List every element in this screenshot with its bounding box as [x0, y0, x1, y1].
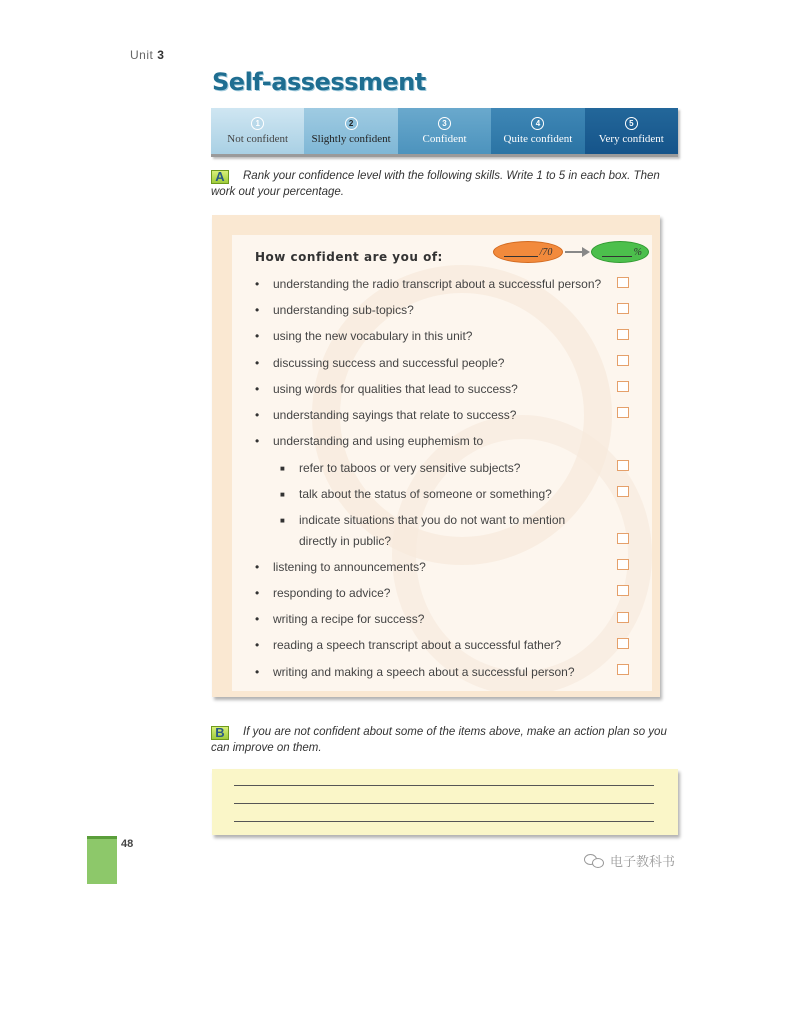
sub-list-item-continuation: directly in public?: [299, 534, 392, 548]
score-blank[interactable]: [504, 247, 538, 257]
rank-checkbox[interactable]: [617, 277, 629, 288]
item-text: writing and making a speech about a successful person?: [273, 665, 575, 679]
rank-checkbox[interactable]: [617, 460, 629, 471]
item-text: understanding sub-topics?: [273, 303, 414, 317]
rank-checkbox[interactable]: [617, 407, 629, 418]
scale-level-5: [585, 108, 678, 154]
list-item: • using the new vocabulary in this unit?: [255, 329, 473, 343]
list-item: • writing a recipe for success?: [255, 612, 425, 626]
rank-checkbox[interactable]: [617, 303, 629, 314]
answer-line[interactable]: [234, 785, 654, 786]
answer-line[interactable]: [234, 821, 654, 822]
scale-label: Confident: [422, 133, 467, 145]
scale-level-1: [211, 108, 304, 154]
page-title: Self-assessment: [212, 68, 426, 96]
rank-checkbox[interactable]: [617, 612, 629, 623]
scale-number: 1: [251, 117, 264, 130]
scale-level-2: [304, 108, 397, 154]
sub-list-item: ■ refer to taboos or very sensitive subjects?: [280, 461, 521, 475]
percentage-blank[interactable]: [602, 247, 632, 257]
question-heading: How confident are you of:: [255, 250, 443, 264]
rank-checkbox[interactable]: [617, 329, 629, 340]
section-b-text: If you are not confident about some of the items above, make an action plan so you can improve on them.: [211, 726, 667, 754]
scale-number: 3: [438, 117, 451, 130]
watermark-text: 电子教科书: [610, 854, 676, 869]
rank-checkbox[interactable]: [617, 533, 629, 544]
list-item: • understanding sub-topics?: [255, 303, 414, 317]
list-item: • understanding the radio transcript about a successful person?: [255, 277, 602, 291]
rank-checkbox[interactable]: [617, 559, 629, 570]
scale-level-3: [398, 108, 491, 154]
list-item: • using words for qualities that lead to success?: [255, 382, 518, 396]
item-text: understanding sayings that relate to success?: [273, 408, 517, 422]
item-text: responding to advice?: [273, 586, 391, 600]
percentage-oval[interactable]: [591, 241, 649, 263]
rank-checkbox[interactable]: [617, 585, 629, 596]
list-item: • reading a speech transcript about a successful father?: [255, 638, 562, 652]
item-text: using words for qualities that lead to success?: [273, 382, 518, 396]
section-b-instruction: [211, 724, 671, 756]
scale-level-4: [491, 108, 584, 154]
rank-checkbox[interactable]: [617, 638, 629, 649]
percent-symbol: %: [633, 246, 642, 258]
unit-prefix: Unit: [130, 48, 154, 62]
section-a-text: Rank your confidence level with the following skills. Write 1 to 5 in each box. Then work out your percentage.: [211, 170, 660, 198]
list-item: • writing and making a speech about a successful person?: [255, 665, 575, 679]
score-oval[interactable]: [493, 241, 563, 263]
item-text: listening to announcements?: [273, 560, 426, 574]
scale-label: Slightly confident: [311, 133, 391, 145]
item-text: talk about the status of someone or something?: [299, 487, 552, 501]
watermark: [584, 851, 675, 870]
page-number: 48: [121, 838, 134, 850]
score-total: /70: [539, 246, 553, 258]
arrow-right-icon: [565, 250, 589, 254]
item-text: using the new vocabulary in this unit?: [273, 329, 473, 343]
rank-checkbox[interactable]: [617, 355, 629, 366]
item-text: understanding and using euphemism to: [273, 434, 484, 448]
sub-list-item: ■ indicate situations that you do not want to mention: [280, 513, 566, 527]
scale-label: Very confident: [598, 133, 664, 145]
rank-checkbox[interactable]: [617, 381, 629, 392]
unit-label: [130, 48, 164, 62]
list-item: • listening to announcements?: [255, 560, 426, 574]
answer-line[interactable]: [234, 803, 654, 804]
section-a-badge: A: [211, 170, 229, 184]
wechat-icon: [584, 854, 606, 868]
unit-number: 3: [157, 48, 165, 62]
page-tab: [87, 836, 117, 884]
list-item: • discussing success and successful people?: [255, 356, 505, 370]
item-text: discussing success and successful people?: [273, 356, 505, 370]
item-text: refer to taboos or very sensitive subjects?: [299, 461, 521, 475]
list-item: • understanding sayings that relate to success?: [255, 408, 517, 422]
scale-number: 4: [531, 117, 544, 130]
section-a-instruction: [211, 168, 671, 200]
scale-number: 5: [625, 117, 638, 130]
confidence-scale: [211, 108, 678, 157]
list-item: • understanding and using euphemism to: [255, 434, 484, 448]
item-text: reading a speech transcript about a successful father?: [273, 638, 562, 652]
list-item: • responding to advice?: [255, 586, 391, 600]
scale-label: Quite confident: [503, 133, 573, 145]
item-text: indicate situations that you do not want to mention: [299, 513, 566, 527]
scale-label: Not confident: [227, 133, 289, 145]
item-text: writing a recipe for success?: [273, 612, 425, 626]
sub-list-item: ■ talk about the status of someone or something?: [280, 487, 552, 501]
action-plan-box[interactable]: [212, 769, 678, 835]
section-b-badge: B: [211, 726, 229, 740]
rank-checkbox[interactable]: [617, 486, 629, 497]
scale-number: 2: [345, 117, 358, 130]
rank-checkbox[interactable]: [617, 664, 629, 675]
item-text: understanding the radio transcript about a successful person?: [273, 277, 602, 291]
